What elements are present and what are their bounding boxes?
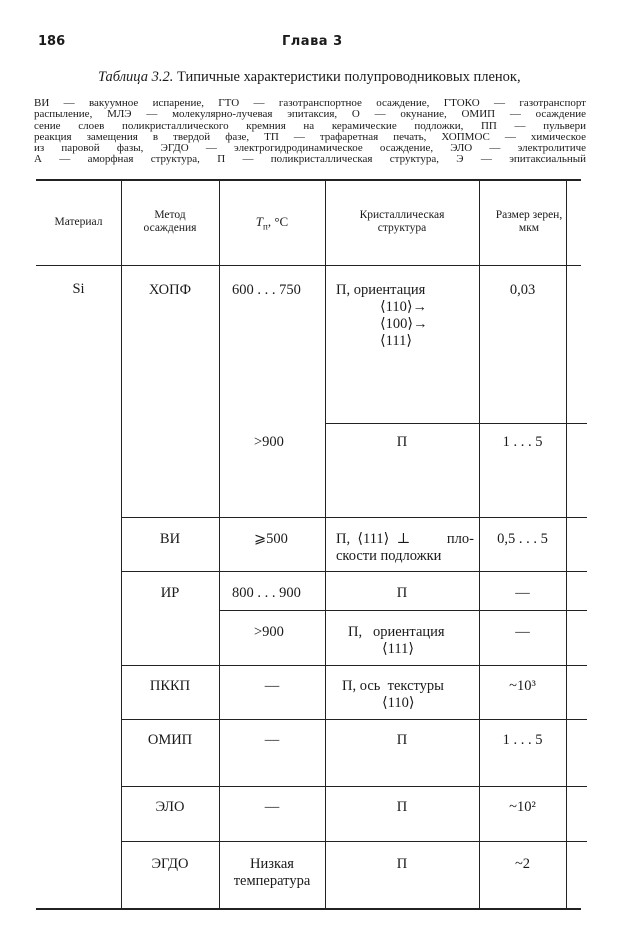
structure-cell: П [396,585,408,601]
header-temperature [219,215,325,234]
structure-cell: П [396,856,408,872]
header-grain-line: Размер зерен, [495,209,563,221]
structure-cell [336,531,474,565]
row-rule [219,610,587,611]
header-method-line: осаждения [143,222,197,234]
structure-line: скости подложки [336,548,442,564]
grain-cell: — [515,585,530,601]
grain-cell: ~10³ [509,678,536,694]
structure-line: П, ось текстуры [342,678,444,694]
grain-cell: 0,5 . . . 5 [497,531,548,547]
method-cell: ВИ [159,531,181,547]
structure-cell: П [396,799,408,815]
temp-cell: — [264,799,280,815]
structure-text: П, ⟨111⟩ ⊥ [336,531,411,547]
structure-line: ⟨111⟩ [382,641,414,657]
grain-cell: 1 . . . 5 [502,732,543,748]
column-rule [566,180,567,909]
row-rule [121,517,587,518]
method-cell: ХОПФ [148,282,192,298]
method-cell: ОМИП [147,732,193,748]
grain-cell: 1 . . . 5 [502,434,543,450]
method-cell: ПККП [149,678,191,694]
temp-cell: — [264,678,280,694]
grain-cell: — [515,624,530,640]
temp-cell: >900 [254,624,284,640]
row-rule [121,665,587,666]
material-cell: Si [72,281,85,297]
temp-cell: ⩾500 [254,531,288,547]
legend-line: распыление, МЛЭ — молекулярно-лучевая эпитаксия, О — окунание, ОМИП — осаждение [34,109,586,121]
header-structure [325,209,479,235]
structure-line [336,531,474,548]
row-rule [325,423,587,424]
structure-line: П, ориентация [348,624,445,640]
header-grain [479,209,579,235]
legend-line: сение слоев поликристаллического кремния на керамические подложки, ПП — пульвери [34,120,586,132]
grain-cell: ~10² [509,799,536,815]
header-structure-line: структура [377,222,427,234]
header-temp-unit: , °C [267,214,289,229]
temp-cell: 600 . . . 750 [232,282,301,298]
structure-cell: П [396,434,408,450]
temp-line: температура [233,873,311,889]
header-material [36,216,121,229]
row-rule [121,786,587,787]
abbreviation-legend [34,98,586,166]
method-cell: ЭГДО [151,856,189,872]
header-temp-subscript: п [263,221,268,232]
method-cell: ИР [160,585,180,601]
header-method [121,209,219,235]
legend-line: А — аморфная структура, П — поликристаллическая структура, Э — эпитаксиальный [34,154,586,166]
grain-cell: ~2 [514,856,531,872]
header-grain-line: мкм [518,222,540,234]
structure-line: ⟨100⟩→ [380,316,428,332]
temp-line: Низкая [250,856,294,872]
header-temp-symbol: T [255,214,264,229]
table-bottom-rule [36,908,581,910]
temp-cell: 800 . . . 900 [232,585,301,601]
header-bottom-rule [36,265,581,266]
legend-line: реакция замещения в твердой фазе, ТП — трафаретная печать, ХОПМОС — химическое [34,131,586,143]
legend-line: из паровой фазы, ЭГДО — электрогидродинамическое осаждение, ЭЛО — электролитиче [34,143,586,155]
row-rule [121,719,587,720]
chapter-title: Глава 3 [282,34,343,49]
row-rule [121,571,587,572]
page-number: 186 [38,34,66,49]
structure-cell [342,678,472,712]
structure-line: ⟨110⟩ [382,695,415,711]
caption-label: Таблица 3.2. [98,69,174,85]
structure-cell: П [396,732,408,748]
temp-cell: — [264,732,280,748]
header-material-label: Материал [54,216,103,228]
table-top-rule [36,179,581,181]
temp-cell: >900 [254,434,284,450]
legend-line: ВИ — вакуумное испарение, ГТО — газотранспортное осаждение, ГТОКО — газотранспорт [34,98,586,109]
header-method-line: Метод [154,209,186,221]
method-cell: ЭЛО [155,799,185,815]
temp-cell [219,856,325,890]
grain-cell: 0,03 [509,282,536,298]
structure-text: пло- [446,531,474,547]
structure-cell [348,624,468,658]
caption-text: Типичные характеристики полупроводниковых пленок, [176,69,521,85]
header-structure-line: Кристаллическая [359,209,445,221]
table-caption [98,69,521,86]
structure-cell [336,282,476,350]
structure-line: П, ориентация [336,282,426,298]
row-rule [121,841,587,842]
structure-line: ⟨111⟩ [380,333,412,349]
structure-line: ⟨110⟩→ [380,299,428,315]
